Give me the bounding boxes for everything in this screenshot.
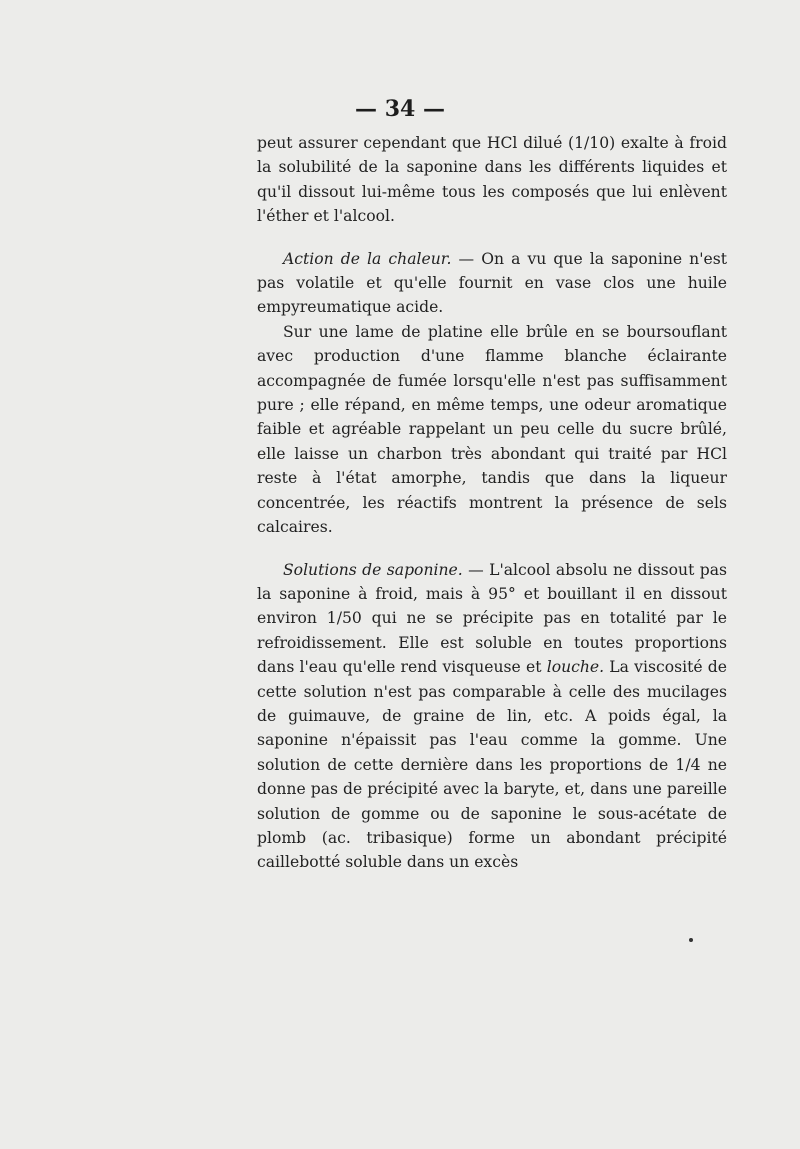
paragraph-text: — L'alcool absolu ne dissout pas la saponine à froid, mais à 95° et bouillant il en dissout environ 1/50 qui ne se précipite pas en totalité par le refroidissement. Elle est soluble en toutes proportions dans l'eau qu'elle rend visqueuse et xyxy=(257,560,728,677)
paragraph-text: Sur une lame de platine elle brûle en se boursouflant avec production d'une flamme blanche éclairante accompagnée de fumée lorsqu'elle n'est pas suffisamment pure ; elle répand, en même temps, une odeur aromatique faible et agréable rappelant un peu celle du sucre brûlé, elle laisse un charbon très abondant qui traité par HCl reste à l'état amorphe, tandis que dans la liqueur concentrée, les réactifs montrent la présence de sels calcaires. xyxy=(257,322,727,537)
paragraph-solubility-continuation xyxy=(257,131,727,229)
paragraph-text: peut assurer cependant que HCl dilué (1/10) exalte à froid la solubilité de la saponine dans les différents liquides et qu'il dissout lui-même tous les composés que lui enlèvent l'éther et l'alcool. xyxy=(257,134,727,226)
paragraph-platinum-burn xyxy=(257,320,727,540)
section-heading-solutions: Solutions de saponine. xyxy=(283,560,463,579)
paragraph-solutions xyxy=(257,558,727,875)
page-number: — 34 — xyxy=(355,96,445,122)
section-heading-action-heat: Action de la chaleur. xyxy=(283,249,452,268)
italic-word: louche. xyxy=(546,658,605,677)
paragraph-text: — On a vu que la saponine n'est pas volatile et qu'elle fournit en vase clos une huile empyreumatique acide. xyxy=(257,249,728,317)
ink-speck xyxy=(689,938,693,942)
paragraph-text: La viscosité de cette solution n'est pas comparable à celle des mucilages de guimauve, de graine de lin, etc. A poids égal, la saponine n'épaissit pas l'eau comme la gomme. Une solution de cette dernière dans les proportions de 1/4 ne donne pas de précipité avec la baryte, et, dans une pareille solution de gomme ou de saponine le sous-acétate de plomb (ac. tribasique) forme un abondant précipité caillebotté soluble dans un excès xyxy=(257,658,727,872)
paragraph-action-heat xyxy=(257,247,727,320)
page-body xyxy=(257,131,727,875)
